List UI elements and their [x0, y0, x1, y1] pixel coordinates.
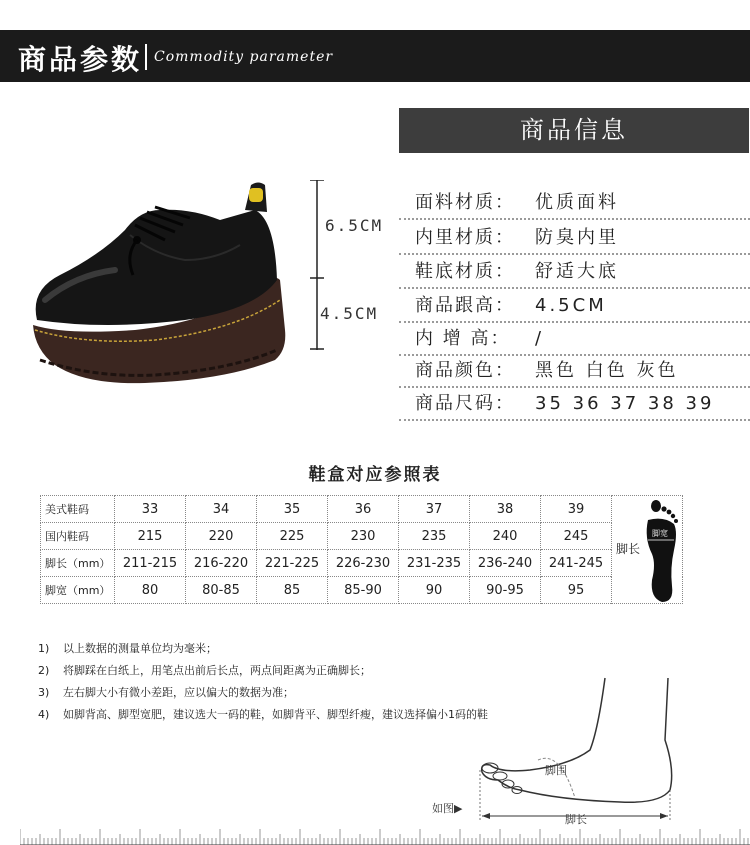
table-cell: 225 — [257, 523, 328, 550]
note-text: 左右脚大小有微小差距，应以偏大的数据为准； — [63, 686, 294, 699]
info-label: 内里材质： — [415, 227, 515, 248]
section-header — [0, 30, 750, 82]
info-value: 防臭内里 — [535, 227, 619, 248]
note-item — [38, 662, 371, 678]
table-cell: 241-245 — [541, 550, 612, 577]
table-cell: 35 — [257, 496, 328, 523]
table-cell: 38 — [470, 496, 541, 523]
table-cell: 39 — [541, 496, 612, 523]
table-row — [41, 577, 683, 604]
info-label: 面料材质： — [415, 192, 515, 213]
size-table — [40, 495, 683, 604]
info-row-colors — [399, 353, 750, 388]
table-cell: 220 — [186, 523, 257, 550]
upper-height-label: 6.5CM — [325, 216, 384, 235]
info-value: / — [535, 328, 545, 349]
size-table-title: 鞋盒对应参照表 — [308, 465, 442, 485]
table-cell: 85-90 — [328, 577, 399, 604]
info-label: 鞋底材质： — [415, 261, 515, 282]
table-cell: 226-230 — [328, 550, 399, 577]
girth-label: 脚围 — [545, 764, 567, 777]
shoe-image — [25, 180, 295, 390]
note-text: 将脚踩在白纸上，用笔点出前后长点，两点间距离为正确脚长； — [63, 664, 371, 677]
table-cell: 245 — [541, 523, 612, 550]
info-row-sizes — [399, 386, 750, 421]
row-header: 脚长（mm） — [41, 550, 115, 577]
table-row — [41, 496, 683, 523]
info-label: 内 增 高： — [415, 328, 511, 349]
dimension-markers — [310, 180, 324, 350]
table-row — [41, 523, 683, 550]
info-label: 商品颜色： — [415, 360, 515, 381]
table-cell: 215 — [115, 523, 186, 550]
table-cell: 231-235 — [399, 550, 470, 577]
table-cell: 235 — [399, 523, 470, 550]
note-item — [38, 684, 294, 700]
row-header: 美式鞋码 — [41, 496, 115, 523]
table-cell: 37 — [399, 496, 470, 523]
note-number: 3) — [38, 686, 50, 699]
table-cell: 95 — [541, 577, 612, 604]
foot-length-label: 脚长 — [616, 542, 641, 556]
info-value: 4.5CM — [535, 295, 607, 316]
ruler — [20, 825, 750, 845]
row-header: 国内鞋码 — [41, 523, 115, 550]
table-cell: 90-95 — [470, 577, 541, 604]
note-number: 4) — [38, 708, 50, 721]
table-cell: 216-220 — [186, 550, 257, 577]
note-number: 2) — [38, 664, 50, 677]
info-row-insole-height — [399, 321, 750, 356]
table-cell: 85 — [257, 577, 328, 604]
table-cell: 221-225 — [257, 550, 328, 577]
note-text: 如脚背高、脚型宽肥，建议选大一码的鞋，如脚背平、脚型纤瘦，建议选择偏小1码的鞋 — [63, 708, 488, 721]
footprint-icon — [640, 498, 680, 606]
section-subtitle: Commodity parameter — [154, 49, 334, 65]
row-header: 脚宽（mm） — [41, 577, 115, 604]
as-shown-label: 如图▶ — [432, 802, 463, 815]
table-row — [41, 550, 683, 577]
title-divider — [145, 44, 147, 70]
foot-diagram-cell — [612, 496, 683, 604]
foot-measure-diagram — [420, 670, 720, 830]
length-label: 脚长 — [565, 813, 587, 826]
table-cell: 230 — [328, 523, 399, 550]
info-row-lining — [399, 220, 750, 255]
table-cell: 236-240 — [470, 550, 541, 577]
heel-height-label: 4.5CM — [320, 304, 379, 323]
table-cell: 36 — [328, 496, 399, 523]
info-row-sole — [399, 254, 750, 289]
section-title: 商品参数 — [18, 43, 143, 76]
info-label: 商品跟高： — [415, 295, 515, 316]
note-number: 1) — [38, 642, 50, 655]
info-value: 舒适大底 — [535, 261, 619, 282]
info-value: 黑色 白色 灰色 — [535, 360, 679, 381]
info-label: 商品尺码： — [415, 393, 515, 414]
foot-width-label: 脚宽 — [652, 529, 668, 538]
info-value: 35 36 37 38 39 — [535, 393, 715, 414]
table-cell: 34 — [186, 496, 257, 523]
info-row-heel — [399, 288, 750, 323]
table-cell: 80-85 — [186, 577, 257, 604]
info-row-fabric — [399, 185, 750, 220]
table-cell: 33 — [115, 496, 186, 523]
table-cell: 211-215 — [115, 550, 186, 577]
info-value: 优质面料 — [535, 192, 619, 213]
table-cell: 80 — [115, 577, 186, 604]
table-cell: 90 — [399, 577, 470, 604]
info-heading: 商品信息 — [399, 108, 749, 153]
note-text: 以上数据的测量单位均为毫米； — [63, 642, 217, 655]
note-item — [38, 640, 217, 656]
table-cell: 240 — [470, 523, 541, 550]
